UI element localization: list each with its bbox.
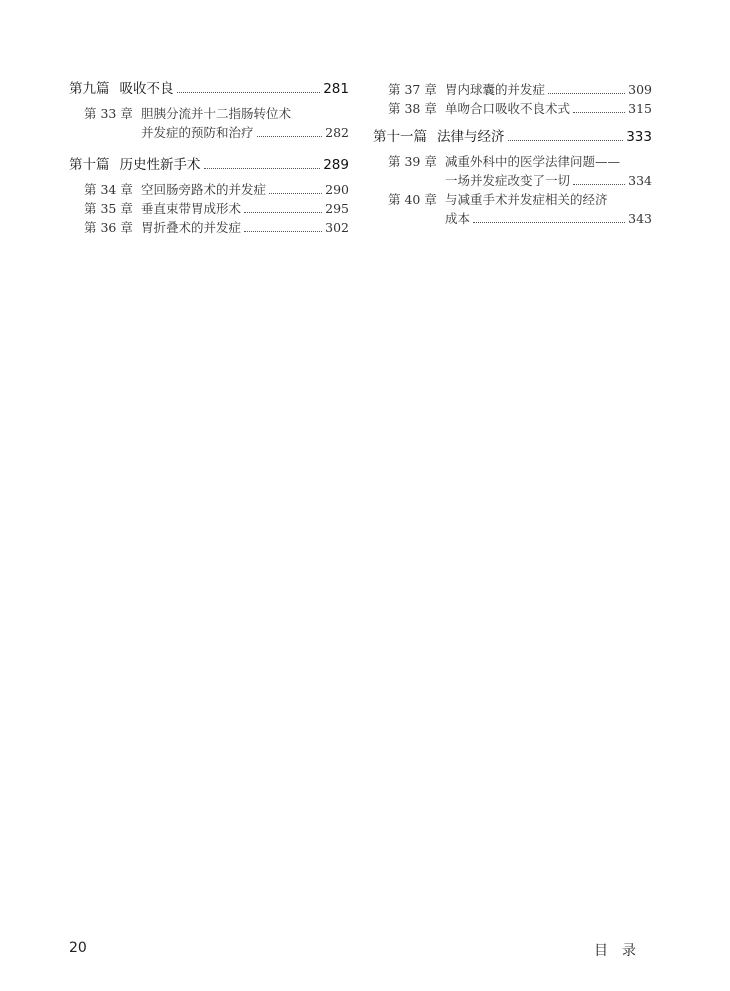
part-number: 第九篇 — [69, 81, 110, 97]
leader-dots — [573, 112, 625, 113]
leader-dots — [244, 212, 322, 213]
part-title: 吸收不良 — [119, 81, 174, 97]
page-number: 334 — [628, 173, 652, 188]
chapter-number: 第 34 章 — [84, 182, 133, 197]
leader-dots — [508, 140, 624, 141]
page-number: 290 — [325, 182, 349, 197]
chapter-title: 胃内球囊的并发症 — [445, 82, 546, 97]
page-number: 333 — [626, 129, 652, 145]
page-number: 302 — [325, 220, 349, 235]
toc-left-column — [69, 78, 349, 237]
toc-chapter-39[interactable] — [373, 152, 652, 171]
page-number: 282 — [325, 125, 349, 140]
leader-dots — [204, 168, 321, 169]
part-title: 历史性新手术 — [119, 157, 201, 173]
chapter-title: 空回肠旁路术的并发症 — [141, 182, 267, 197]
leader-dots — [548, 93, 625, 94]
page-number: 309 — [628, 82, 652, 97]
leader-dots — [177, 92, 321, 93]
page-number: 281 — [323, 81, 349, 97]
part-number: 第十一篇 — [373, 129, 427, 145]
part-number: 第十篇 — [69, 157, 110, 173]
chapter-title: 单吻合口吸收不良术式 — [445, 101, 571, 116]
footer-page-number: 20 — [69, 940, 87, 956]
chapter-title: 与减重手术并发症相关的经济 — [445, 192, 608, 207]
chapter-number: 第 38 章 — [388, 101, 437, 116]
toc-part-11[interactable] — [373, 126, 652, 148]
leader-dots — [257, 136, 323, 137]
toc-chapter-33[interactable] — [69, 104, 349, 123]
toc-chapter-38[interactable] — [373, 99, 652, 118]
page-number: 315 — [628, 101, 652, 116]
page-number: 343 — [628, 211, 652, 226]
chapter-title-cont: 并发症的预防和治疗 — [141, 125, 254, 140]
leader-dots — [473, 222, 625, 223]
toc-chapter-33-cont[interactable] — [69, 123, 349, 142]
chapter-number: 第 33 章 — [84, 106, 133, 121]
leader-dots — [573, 184, 625, 185]
toc-chapter-37[interactable] — [373, 80, 652, 99]
page-number: 289 — [323, 157, 349, 173]
toc-chapter-40-cont[interactable] — [373, 209, 652, 228]
toc-part-9[interactable] — [69, 78, 349, 100]
footer-section-title: 目录 — [594, 943, 650, 959]
chapter-number: 第 39 章 — [388, 154, 437, 169]
leader-dots — [269, 193, 322, 194]
chapter-title-cont: 成本 — [445, 211, 471, 226]
chapter-number: 第 35 章 — [84, 201, 133, 216]
leader-dots — [244, 231, 322, 232]
toc-chapter-39-cont[interactable] — [373, 171, 652, 190]
toc-chapter-40[interactable] — [373, 190, 652, 209]
part-title: 法律与经济 — [437, 129, 505, 145]
chapter-number: 第 40 章 — [388, 192, 437, 207]
chapter-title: 胃折叠术的并发症 — [141, 220, 242, 235]
chapter-title: 胆胰分流并十二指肠转位术 — [141, 106, 292, 121]
page-number: 295 — [325, 201, 349, 216]
chapter-number: 第 37 章 — [388, 82, 437, 97]
chapter-title: 垂直束带胃成形术 — [141, 201, 242, 216]
chapter-title-cont: 一场并发症改变了一切 — [445, 173, 571, 188]
toc-part-10[interactable] — [69, 154, 349, 176]
chapter-number: 第 36 章 — [84, 220, 133, 235]
toc-chapter-35[interactable] — [69, 199, 349, 218]
toc-right-column — [373, 80, 652, 228]
chapter-title: 减重外科中的医学法律问题—— — [445, 154, 621, 169]
toc-chapter-34[interactable] — [69, 180, 349, 199]
toc-chapter-36[interactable] — [69, 218, 349, 237]
